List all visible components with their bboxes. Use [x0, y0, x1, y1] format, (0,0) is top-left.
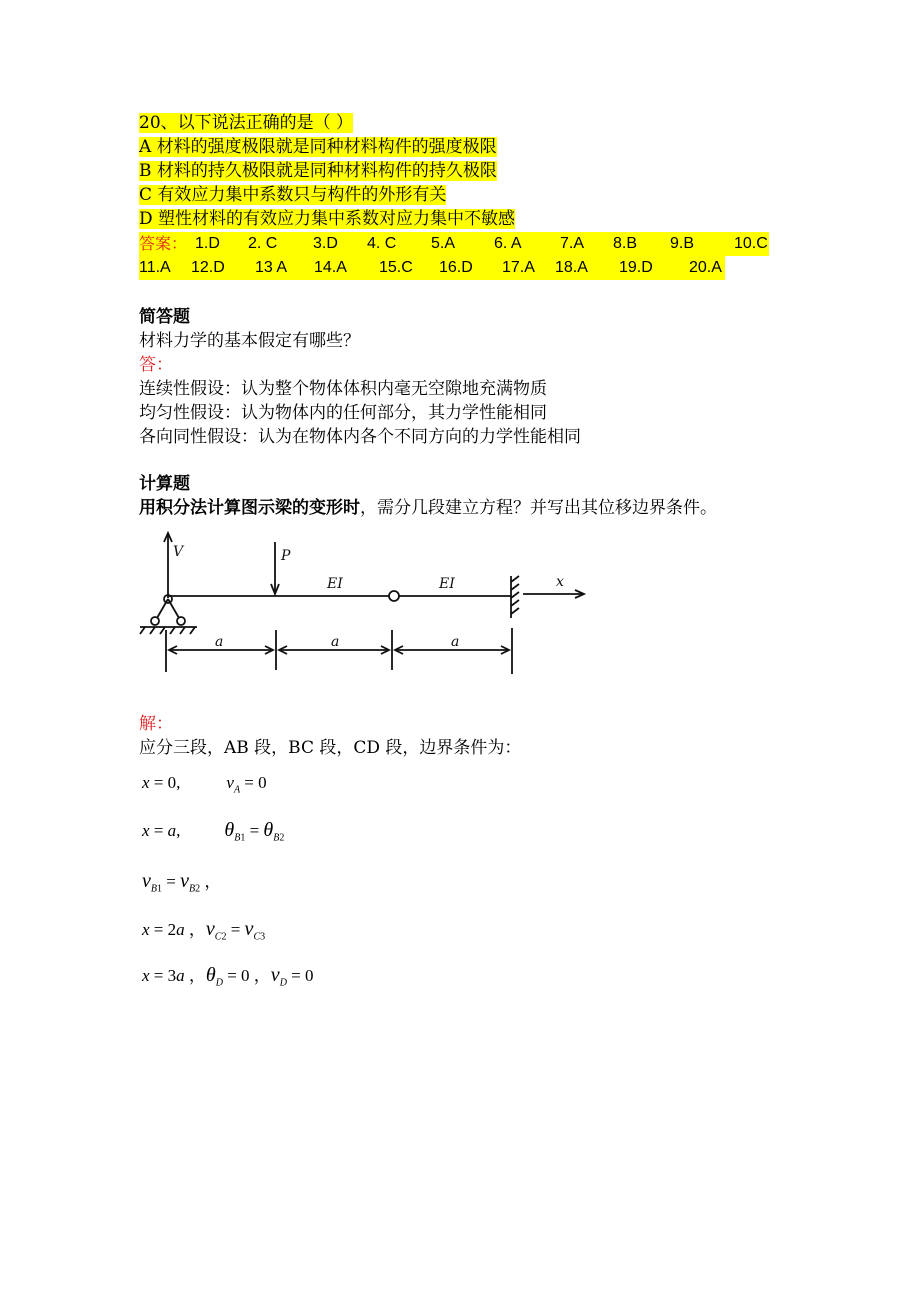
short-answer-heading: 简答题 [139, 307, 190, 327]
roller-left-icon [151, 617, 159, 625]
boundary-condition-5: x = 3a ，$\theta_D = 0$ ，$v_D = 0$ [142, 964, 314, 989]
ei-label-right: EI [439, 576, 455, 592]
calculation-heading: 计算题 [139, 474, 190, 494]
answer-item: 18.A [555, 259, 588, 276]
ei-label-left: EI [327, 576, 343, 592]
answer-item: 16.D [439, 259, 473, 276]
answer-key-label: 答案： [139, 234, 188, 253]
hinge-icon [389, 591, 399, 601]
answer-item: 17.A [502, 259, 535, 276]
answer-item: 3.D [313, 235, 338, 252]
short-answer-question: 材料力学的基本假定有哪些？ [139, 331, 360, 351]
answer-item: 13 A [255, 259, 288, 276]
roller-right-icon [177, 617, 185, 625]
dimension-label-ab: a [215, 634, 224, 650]
boundary-condition-4: x = 2a ，$v_{C2} = v_{C3}$ [142, 918, 266, 943]
assumption-homogeneity: 均匀性假设：认为物体内的任何部分，其力学性能相同 [139, 403, 547, 423]
answer-key-row-1 [139, 232, 769, 256]
x-axis-label: x [556, 574, 564, 590]
answer-item: 1.D [195, 235, 220, 252]
answer-item: 9.B [670, 235, 695, 252]
boundary-condition-1: x = 0, $v_A = 0$ [142, 773, 267, 796]
v-axis-label: V [173, 544, 184, 560]
question-20-option-b: B 材料的持久极限就是同种材料构件的持久极限 [139, 161, 497, 181]
answer-item: 5.A [431, 235, 456, 252]
load-p-label: P [281, 548, 291, 564]
answer-item: 15.C [379, 259, 413, 276]
answer-item: 6. A [494, 235, 522, 252]
dimension-label-bc: a [331, 634, 340, 650]
answer-item: 19.D [619, 259, 653, 276]
question-20-stem: 20、以下说法正确的是（ ） [139, 113, 354, 133]
answer-key-row-2 [139, 256, 725, 280]
dimension-label-cd: a [451, 634, 460, 650]
answer-item: 2. C [248, 235, 278, 252]
answer-item: 20.A [689, 259, 722, 276]
question-20-option-d: D 塑性材料的有效应力集中系数对应力集中不敏感 [139, 209, 516, 229]
assumption-continuity: 连续性假设：认为整个物体体积内毫无空隙地充满物质 [139, 379, 547, 399]
beam-diagram [139, 528, 589, 678]
answer-item: 12.D [191, 259, 225, 276]
question-20-option-c: C 有效应力集中系数只与构件的外形有关 [139, 185, 447, 205]
solution-text: 应分三段，AB 段，BC 段，CD 段，边界条件为： [139, 738, 522, 758]
answer-item: 14.A [314, 259, 347, 276]
answer-item: 10.C [734, 235, 768, 252]
calculation-question: 用积分法计算图示梁的变形时，需分几段建立方程？并写出其位移边界条件。 [139, 498, 717, 518]
answer-item: 11.A [139, 259, 171, 276]
solution-label: 解： [139, 714, 173, 734]
short-answer-label: 答： [139, 355, 173, 375]
assumption-isotropy: 各向同性假设：认为在物体内各个不同方向的力学性能相同 [139, 427, 581, 447]
answer-item: 8.B [613, 235, 638, 252]
boundary-condition-2: x = a, $\theta_{B1} = \theta_{B2}$ [142, 819, 285, 844]
boundary-condition-3: $v_{B1} = v_{B2}$ ， [142, 870, 222, 895]
answer-item: 4. C [367, 235, 397, 252]
question-20-option-a: A 材料的强度极限就是同种材料构件的强度极限 [139, 137, 497, 157]
answer-item: 7.A [560, 235, 585, 252]
